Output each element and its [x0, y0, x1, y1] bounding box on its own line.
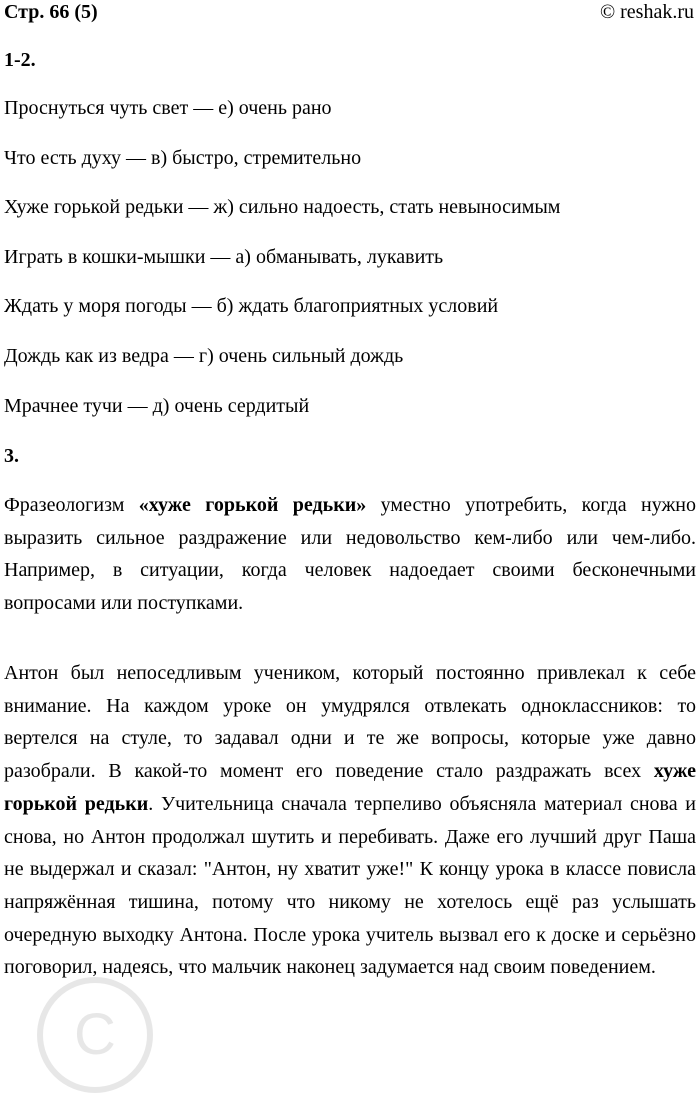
idiom-match-line: Мрачнее тучи — д) очень сердитый [4, 395, 310, 417]
watermark-ring [40, 980, 150, 1090]
idiom-match-line: Хуже горькой редьки — ж) сильно надоесть, стать невыносимым [4, 196, 561, 218]
section-title-3: 3. [4, 445, 19, 467]
site-credit: © reshak.ru [599, 1, 694, 23]
paragraph-text: . Учительница сначала терпеливо объясняла материал снова и снова, но Антон продолжал шутить и перебивать. Даже его лучший друг Паша не выдержал и сказал: "Антон, ну хватит уже!" К концу урока в классе повисла напряжённая тишина, потому что никому не хотелось ещё раз услышать очередную выходку Антона. После урока учитель вызвал его к доске и серьёзно поговорил, надеясь, что мальчик наконец задумается над своим поведением. [4, 792, 696, 979]
section-title-1-2: 1-2. [4, 49, 36, 71]
copyright-glyph: C [74, 1002, 116, 1067]
idiom-match-line: Проснуться чуть свет — е) очень рано [4, 97, 332, 119]
explanation-paragraph [4, 489, 696, 620]
page-number-label: Стр. 66 (5) [4, 1, 98, 23]
idiom-highlight: хуже горькой редьки [4, 760, 696, 815]
paragraph-text: уместно употребить, когда нужно выразить сильное раздражение или недовольство кем-либо или чем-либо. Например, в ситуации, когда человек надоедает своими бесконечными вопросами или поступками. [4, 494, 696, 615]
story-paragraph [4, 657, 696, 984]
idiom-match-line: Играть в кошки-мышки — а) обманывать, лукавить [4, 246, 444, 268]
idiom-match-line: Дождь как из ведра — г) очень сильный дождь [4, 345, 404, 367]
idiom-match-line: Ждать у моря погоды — б) ждать благоприятных условий [4, 295, 499, 317]
paragraph-text: Фразеологизм [4, 494, 139, 516]
idiom-match-line: Что есть духу — в) быстро, стремительно [4, 147, 362, 169]
paragraph-text: Антон был непоседливым учеником, который постоянно привлекал к себе внимание. На каждом уроке он умудрялся отвлекать одноклассников: то вертелся на стуле, то задавал одни и те же вопросы, которые уже давно разобрали. В какой-то момент его поведение стало раздражать всех [4, 662, 696, 783]
page-header [4, 0, 694, 28]
idiom-highlight: «хуже горькой редьки» [138, 494, 367, 516]
